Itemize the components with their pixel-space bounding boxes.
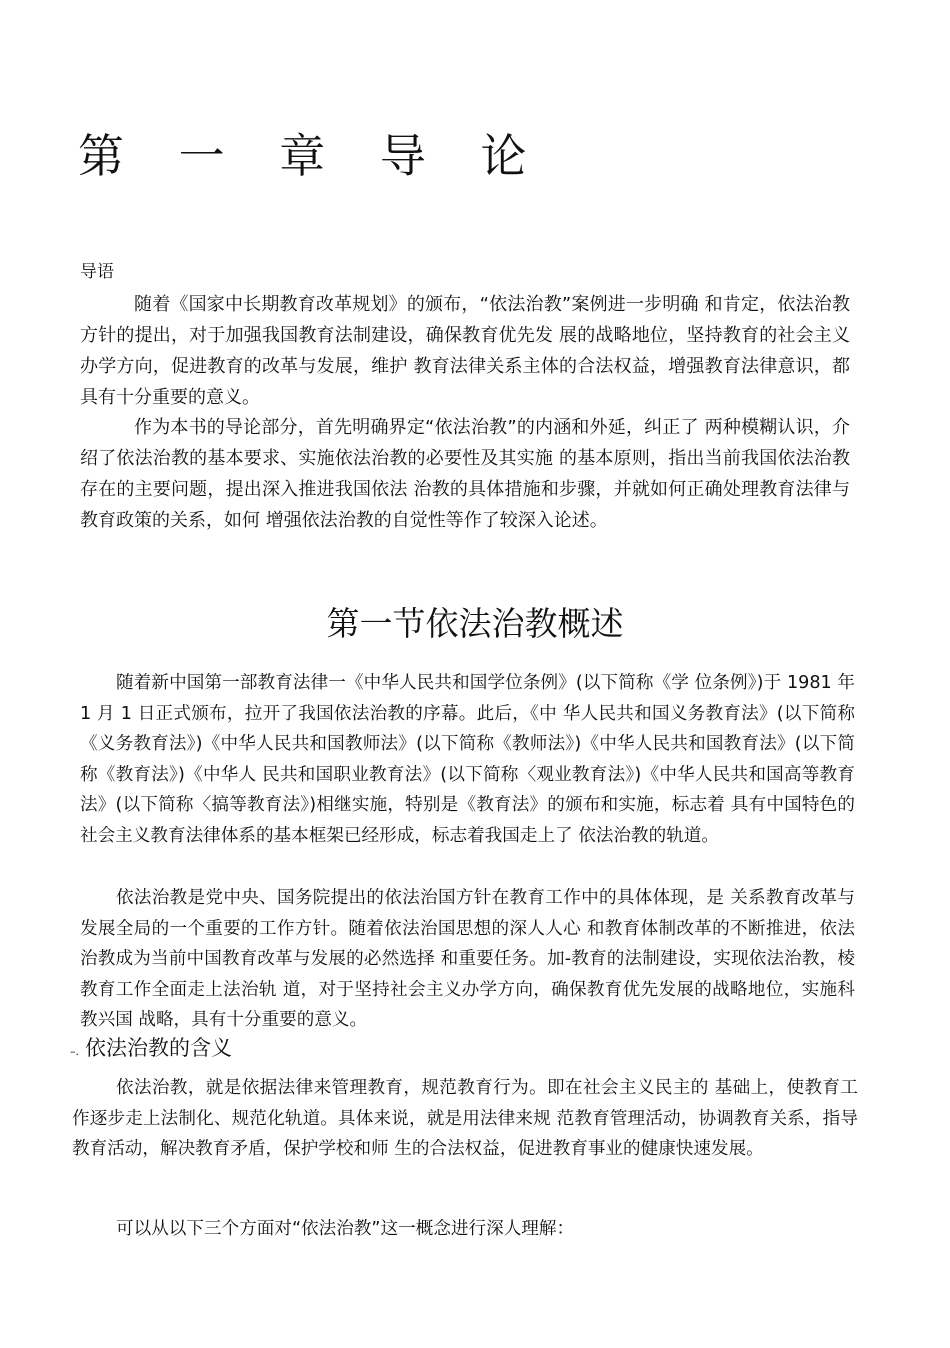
intro-paragraph-1: 随着《国家中长期教育改革规划》的颁布，“依法治教”案例进一步明确 和肯定，依法治教方针的提出，对于加强我国教育法制建设，确保教育优先发 展的战略地位，坚持教育的社会主义办学方向，促进教育的改革与发展，维护 教育法律关系主体的合法权益，增强教育法律意识，都具有十分重要的意义。 [80,294,850,408]
subsection-heading [70,1033,232,1067]
subsection-title: 依法治教的含义 [85,1036,232,1060]
intro-label: 导语 [80,262,114,282]
subsection-number: –. [70,1045,79,1058]
subsection-paragraph-1: 依法治教，就是依据法律来管理教育，规范教育行为。即在社会主义民主的 基础上，使教育工作逐步走上法制化、规范化轨道。具体来说，就是用法律来规 范教育管理活动，协调教育关系，指导教育活动，解决教育矛盾，保护学校和师 生的合法权益，促进教育事业的健康快速发展。 [72,1078,858,1159]
chapter-title: 第 一 章 导 论 [78,129,547,183]
section-paragraph-1: 随着新中国第一部教育法律一《中华人民共和国学位条例》(以下简称《学 位条例》)于 1981 年 1 月 1 日正式颁布，拉开了我国依法治教的序幕。此后，《中 华人民共和国义务教育法》(以下简称《义务教育法》)《中华人民共和国教师法》(以下简称《教师法》)《中华人民共和国教育法》(以下简称《教育法》)《中华人 民共和国职业教育法》(以下简称〈观业教育法》)《中华人民共和国高等教育法》(以下简称〈搞等教育法》)相继实施，特别是《教育法》的颁布和实施，标志着 具有中国特色的社会主义教育法律体系的基本框架已经形成，标志着我国走上了 依法治教的轨道。 [80,673,855,846]
section-paragraph-2: 依法治教是党中央、国务院提出的依法治国方针在教育工作中的具体体现，是 关系教育改革与发展全局的一个重要的工作方针。随着依法治国思想的深人人心 和教育体制改革的不断推进，依法治教成为当前中国教育改革与发展的必然选择 和重要任务。加-教育的法制建设，实现依法治教，棱教育工作全面走上法治轨 道，对于坚持社会主义办学方向，确保教育优先发展的战略地位，实施科教兴国 战略，具有十分重要的意义。 [80,888,855,1031]
intro-paragraph-2: 作为本书的导论部分，首先明确界定“依法治教”的内涵和外延，纠正了 两种模糊认识，介绍了依法治教的基本要求、实施依法治教的必要性及其实施 的基本原则，指出当前我国依法治教存在的主要问题，提出深入推进我国依法 治教的具体措施和步骤，并就如何正确处理教育法律与教育政策的关系，如何 增强依法治教的自觉性等作了较深入论述。 [80,417,850,531]
section-title: 第一节依法治教概述 [326,604,624,643]
subsection-paragraph-2: 可以从以下三个方面对“依法治教”这一概念进行深人理解： [116,1219,575,1239]
